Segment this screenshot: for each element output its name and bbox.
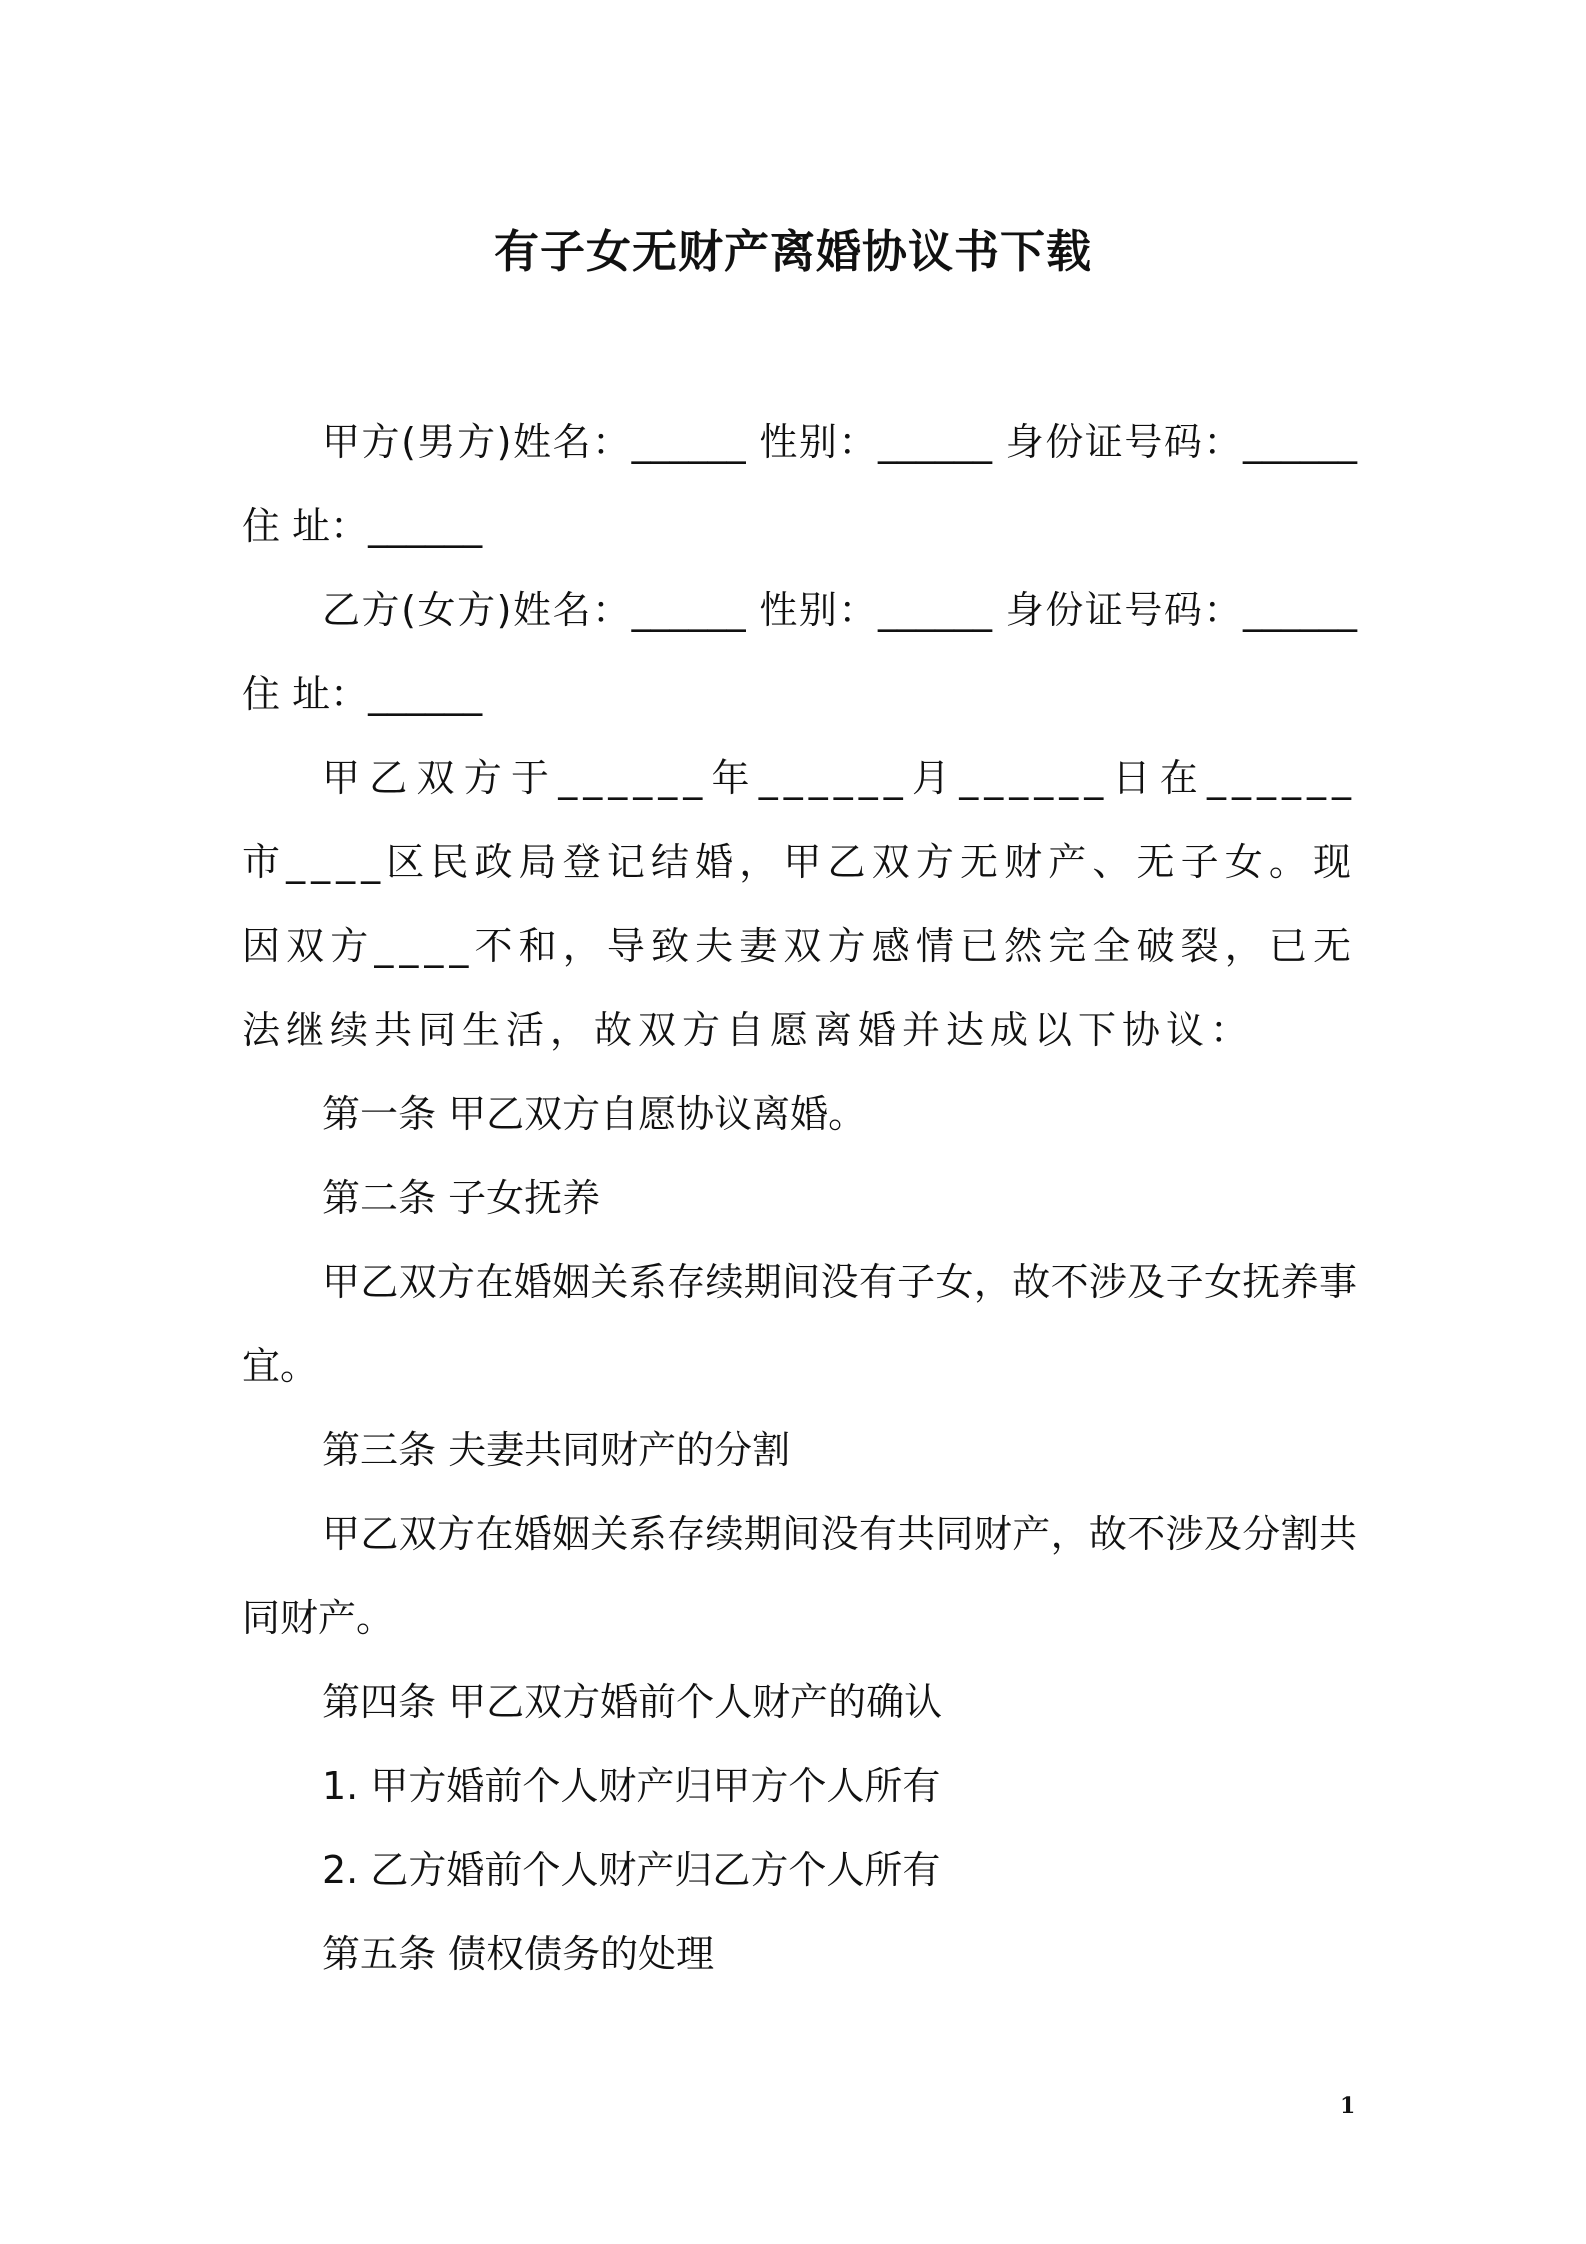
document-title: 有子女无财产离婚协议书下载 (493, 225, 1092, 278)
document-body (242, 400, 1357, 1996)
page-number: 1 (1340, 2093, 1356, 2119)
party-b-info: 乙方(女方)姓名：______ 性别：______ 身份证号码：______ 住 址：______ (242, 588, 1357, 716)
party-a-info: 甲方(男方)姓名：______ 性别：______ 身份证号码：______ 住 址：______ (242, 420, 1357, 548)
article-4-item-1: 1. 甲方婚前个人财产归甲方个人所有 (322, 1764, 941, 1808)
article-3-heading: 第三条 夫妻共同财产的分割 (322, 1428, 791, 1472)
article-4-heading: 第四条 甲乙双方婚前个人财产的确认 (322, 1680, 943, 1724)
article-3-body: 甲乙双方在婚姻关系存续期间没有共同财产，故不涉及分割共同财产。 (242, 1512, 1357, 1640)
article-1-heading: 第一条 甲乙双方自愿协议离婚。 (322, 1092, 867, 1136)
marriage-statement: 甲乙双方于______年______月______日在______市____区民政局登记结婚，甲乙双方无财产、无子女。现因双方____不和，导致夫妻双方感情已然完全破裂，已无法继续共同生活，故双方自愿离婚并达成以下协议： (242, 756, 1357, 1052)
article-2-body: 甲乙双方在婚姻关系存续期间没有子女，故不涉及子女抚养事宜。 (242, 1260, 1357, 1388)
article-4-item-2: 2. 乙方婚前个人财产归乙方个人所有 (322, 1848, 941, 1892)
article-5-heading: 第五条 债权债务的处理 (322, 1932, 715, 1976)
article-2-heading: 第二条 子女抚养 (322, 1176, 601, 1220)
